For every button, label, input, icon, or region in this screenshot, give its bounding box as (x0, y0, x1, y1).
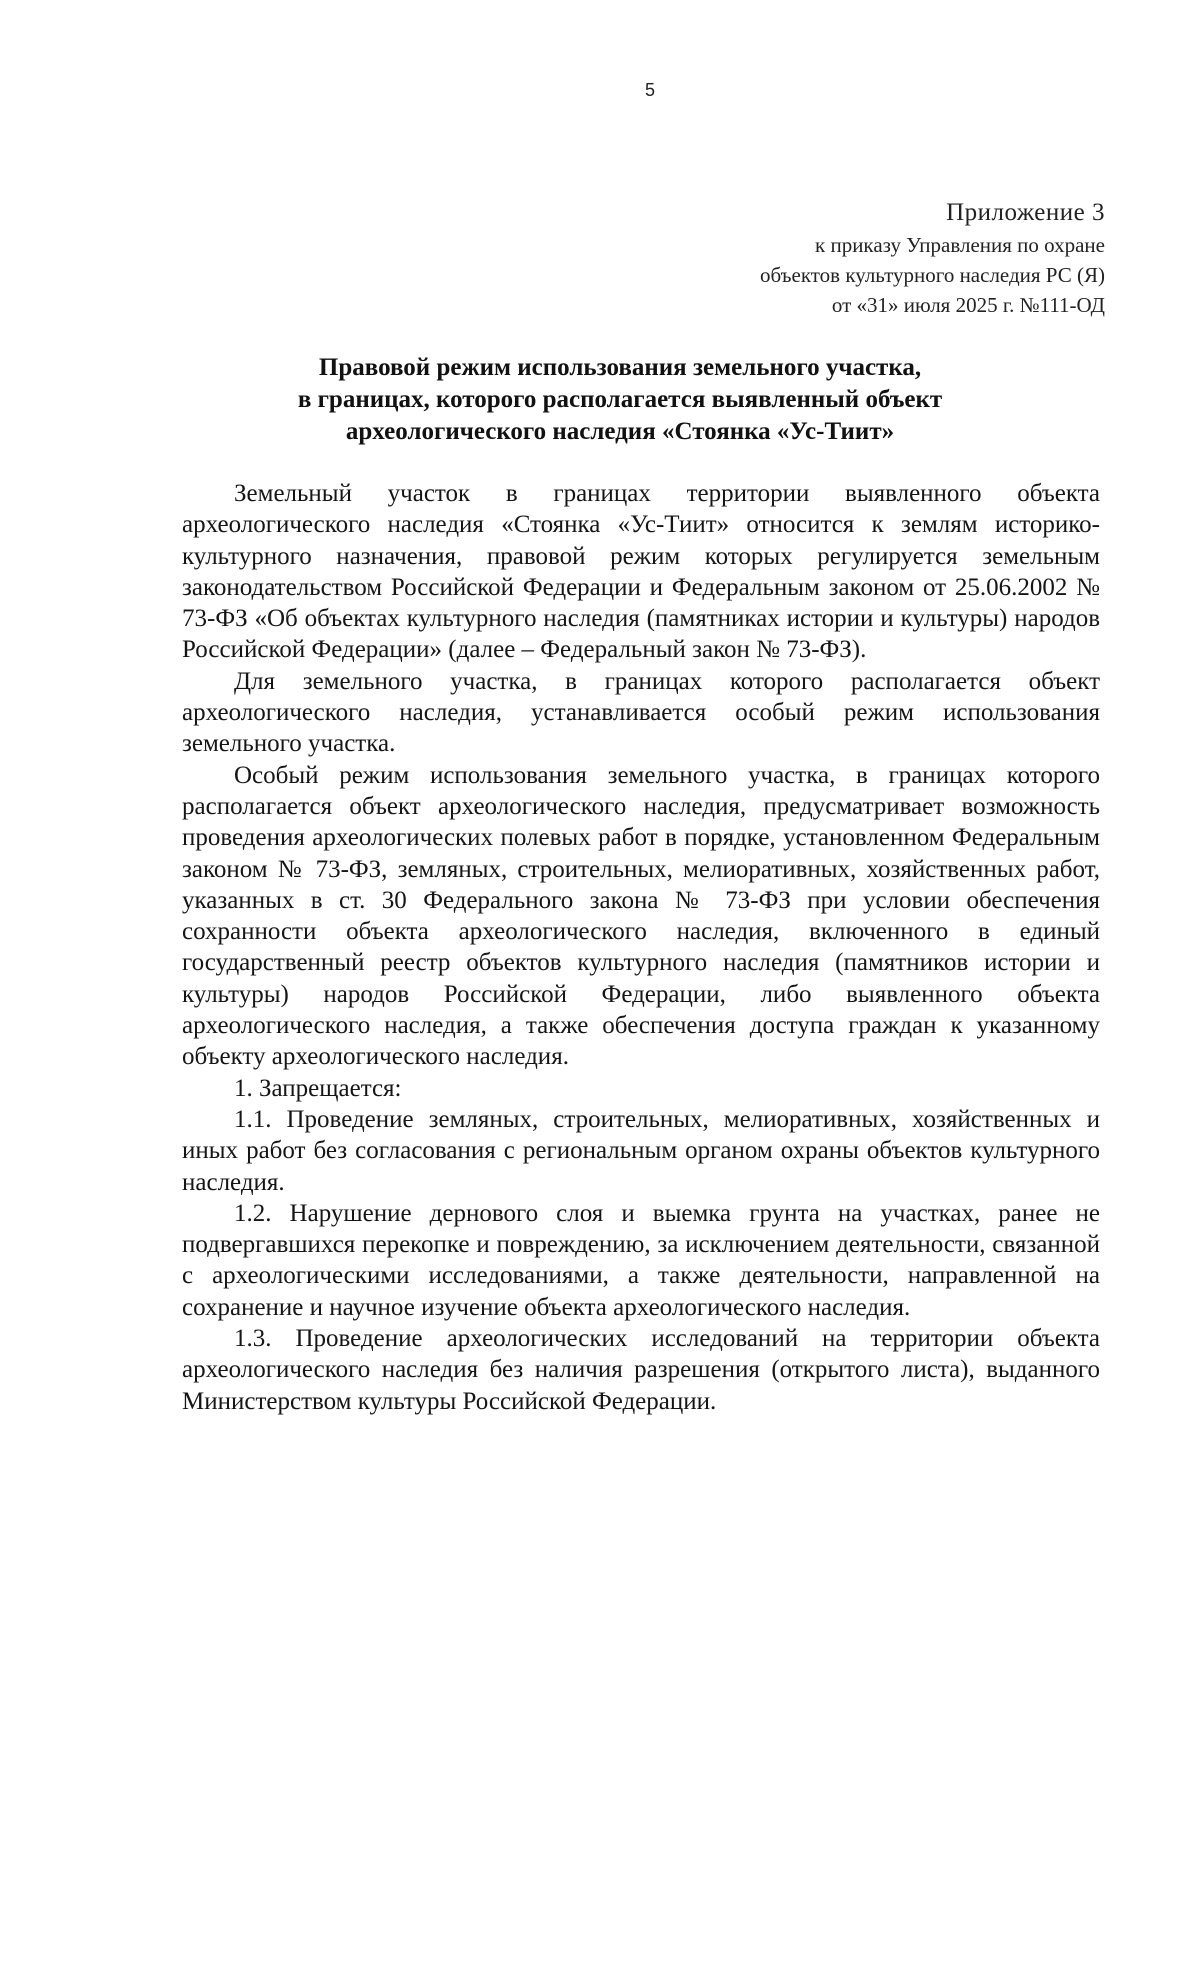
paragraph-regime-details: Особый режим использования земельного участка, в границах которого располагается объект археологического наследия, предусматривает возможность проведения археологических полевых работ в порядке, установленном Федеральным законом № 73-ФЗ, земляных, строительных, мелиоративных, хозяйственных работ, указанных в ст. 30 Федерального закона № 73-ФЗ при условии обеспечения сохранности объекта археологического наследия, включенного в единый государственный реестр объектов культурного наследия (памятников истории и культуры) народов Российской Федерации, либо выявленного объекта археологического наследия, а также обеспечения доступа граждан к указанному объекту археологического наследия. (182, 761, 1100, 1071)
list-heading-prohibited: 1. Запрещается: (234, 1074, 402, 1102)
list-item-1-3: 1.3. Проведение археологических исследований на территории объекта археологического наследия без наличия разрешения (открытого листа), выданного Министерством культуры Российской Федерации. (182, 1325, 1100, 1415)
annex-line-agency: объектов культурного наследия РС (Я) (760, 263, 1105, 287)
document-body (182, 478, 1100, 1417)
page-number: 5 (644, 80, 655, 100)
list-item-1-1: 1.1. Проведение земляных, строительных, мелиоративных, хозяйственных и иных работ без согласования с региональным органом охраны объектов культурного наследия. (182, 1105, 1100, 1196)
title-line-3: археологического наследия «Стоянка «Ус-Тиит» (345, 418, 895, 445)
title-line-1: Правовой режим использования земельного участка, (318, 354, 922, 381)
annex-line-date: от «31» июля 2025 г. №111-ОД (831, 293, 1105, 317)
annex-line-order: к приказу Управления по охране (815, 233, 1105, 257)
list-item-1-2: 1.2. Нарушение дернового слоя и выемка грунта на участках, ранее не подвергавшихся перекопке и повреждению, за исключением деятельности, связанной с археологическими исследованиями, а также деятельности, направленной на сохранение и научное изучение объекта археологического наследия. (182, 1199, 1100, 1321)
annex-header (760, 196, 1105, 320)
paragraph-special-regime: Для земельного участка, в границах которого располагается объект археологического наследия, устанавливается особый режим использования земельного участка. (182, 667, 1100, 758)
paragraph-land-status: Земельный участок в границах территории выявленного объекта археологического наследия «Стоянка «Ус-Тиит» относится к землям историко-культурного назначения, правовой режим которых регулируется земельным законодательством Российской Федерации и Федеральным законом от 25.06.2002 № 73-ФЗ «Об объектах культурного наследия (памятниках истории и культуры) народов Российской Федерации» (далее – Федеральный закон № 73-ФЗ). (182, 480, 1100, 664)
annex-title: Приложение 3 (946, 199, 1105, 226)
document-title (190, 352, 1050, 448)
title-line-2: в границах, которого располагается выявленный объект (297, 386, 943, 413)
